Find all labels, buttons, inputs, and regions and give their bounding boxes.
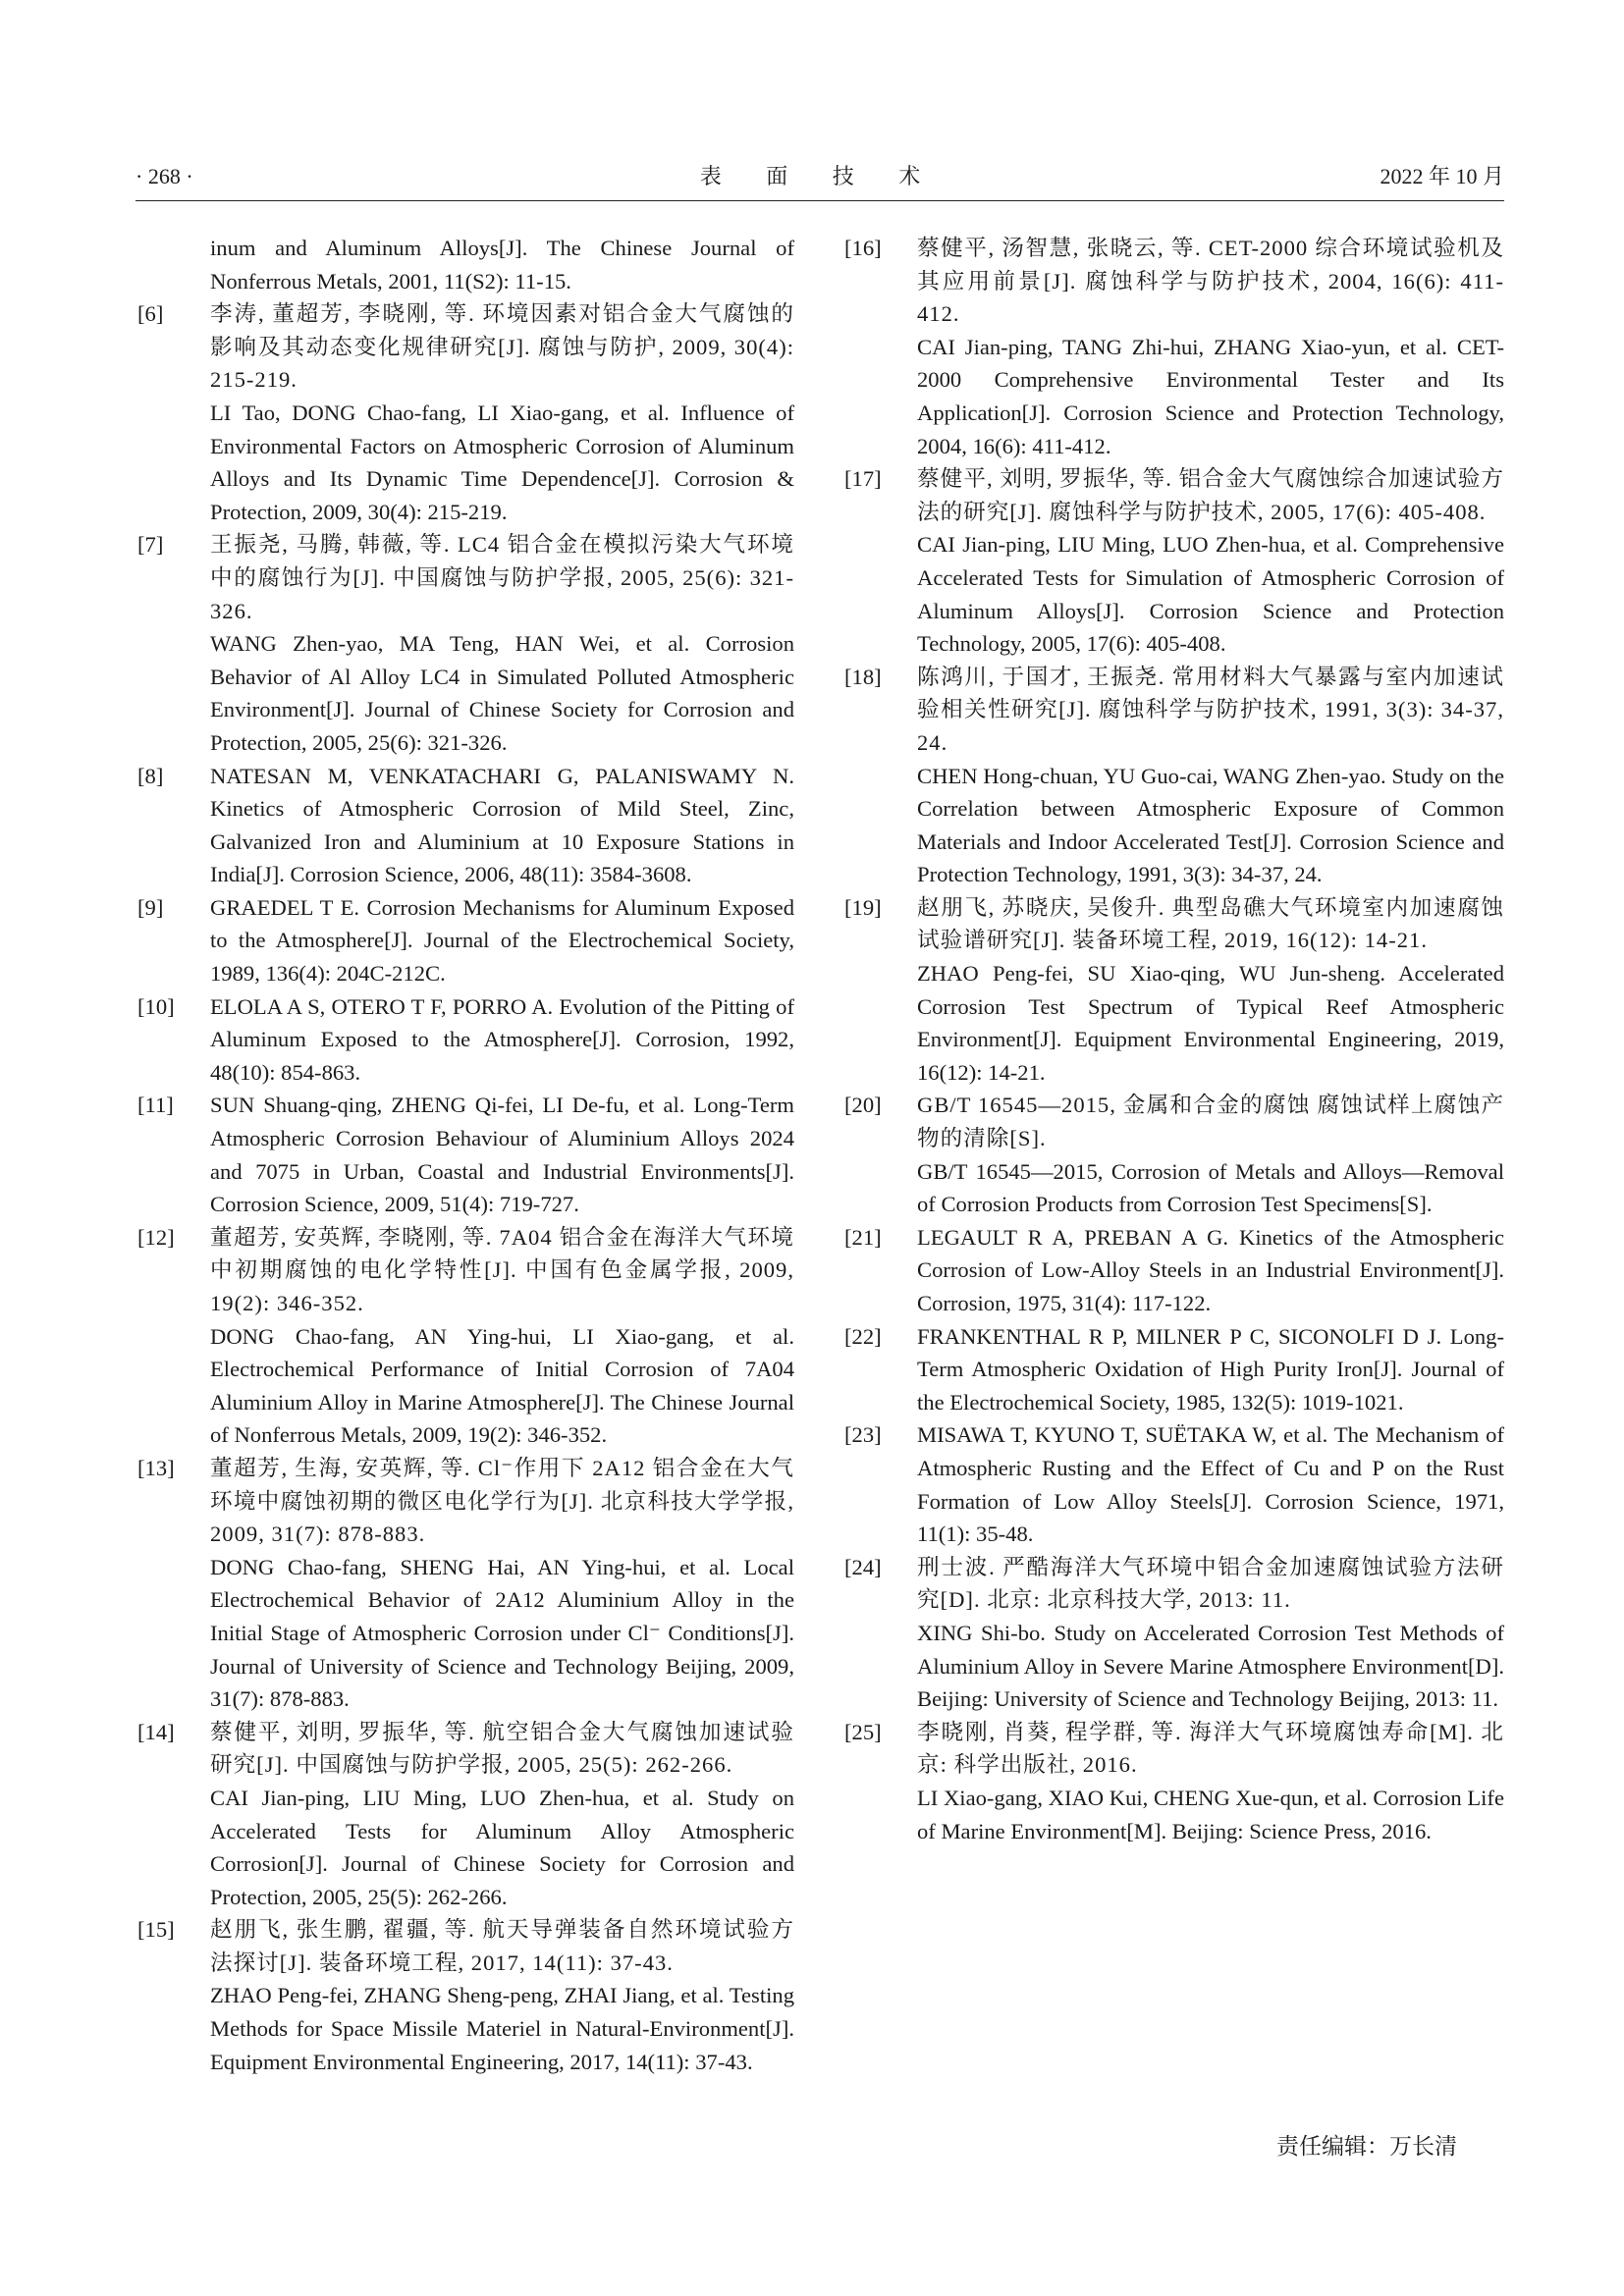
responsible-editor: 责任编辑：万长清 xyxy=(1276,2134,1457,2160)
reference-english: CHEN Hong-chuan, YU Guo-cai, WANG Zhen-yao. Study on the Correlation between Atmospheric Exposure of Common Materials and Indoor Accelerated Test[J]. Corrosion Science and Protection Technology, 1991, 3(3): 34-37, 24. xyxy=(917,763,1504,887)
reference-number: [8] xyxy=(137,763,164,788)
reference-number: [12] xyxy=(137,1224,175,1250)
reference-number: [9] xyxy=(137,894,164,920)
reference-chinese: 蔡健平, 刘明, 罗振华, 等. 铝合金大气腐蚀综合加速试验方法的研究[J]. 腐蚀科学与防护技术, 2005, 17(6): 405-408. xyxy=(917,466,1504,524)
reference-english: ZHAO Peng-fei, SU Xiao-qing, WU Jun-sheng. Accelerated Corrosion Test Spectrum of Typical Reef Atmospheric Environment[J]. Equipment Environmental Engineering, 2019, 16(12): 14-21. xyxy=(917,961,1504,1085)
reference-english: CAI Jian-ping, LIU Ming, LUO Zhen-hua, et al. Study on Accelerated Tests for Aluminum Alloy Atmospheric Corrosion[J]. Journal of Chinese Society for Corrosion and Protection, 2005, 25(5): 262-266. xyxy=(210,1785,794,1909)
reference-17 xyxy=(842,462,1504,661)
reference-number: [16] xyxy=(844,236,882,260)
reference-english: ZHAO Peng-fei, ZHANG Sheng-peng, ZHAI Jiang, et al. Testing Methods for Space Missile Materiel in Natural-Environment[J]. Equipment Environmental Engineering, 2017, 14(11): 37-43. xyxy=(210,1983,794,2074)
reference-number: [17] xyxy=(844,466,882,492)
reference-number: [24] xyxy=(844,1554,882,1579)
reference-14 xyxy=(135,1716,794,1914)
reference-english: GRAEDEL T E. Corrosion Mechanisms for Aluminum Exposed to the Atmosphere[J]. Journal of the Electrochemical Society, 1989, 136(4): 204C-212C. xyxy=(210,894,794,987)
header-rule xyxy=(135,200,1504,201)
reference-7 xyxy=(135,528,794,759)
reference-number: [23] xyxy=(844,1422,882,1448)
reference-23 xyxy=(842,1418,1504,1550)
reference-number: [25] xyxy=(844,1719,882,1744)
reference-number: [6] xyxy=(137,301,164,327)
page-number: · 268 · xyxy=(135,164,193,188)
reference-english: DONG Chao-fang, SHENG Hai, AN Ying-hui, et al. Local Electrochemical Behavior of 2A12 Aluminium Alloy in the Initial Stage of Atmospheric Corrosion under Cl⁻ Conditions[J]. Journal of University of Science and Technology Beijing, 2009, 31(7): 878-883. xyxy=(210,1554,794,1712)
reference-number: [11] xyxy=(137,1093,174,1118)
reference-21 xyxy=(842,1221,1504,1320)
issue-date: 2022 年 10 月 xyxy=(1380,164,1504,188)
reference-chinese: 王振尧, 马腾, 韩薇, 等. LC4 铝合金在模拟污染大气环境中的腐蚀行为[J]. 中国腐蚀与防护学报, 2005, 25(6): 321-326. xyxy=(210,532,794,623)
reference-english: ELOLA A S, OTERO T F, PORRO A. Evolution of the Pitting of Aluminum Exposed to the Atmosphere[J]. Corrosion, 1992, 48(10): 854-863. xyxy=(210,993,794,1085)
reference-english: FRANKENTHAL R P, MILNER P C, SICONOLFI D J. Long-Term Atmospheric Oxidation of High Purity Iron[J]. Journal of the Electrochemical Society, 1985, 132(5): 1019-1021. xyxy=(917,1323,1504,1415)
left-column xyxy=(135,232,794,2078)
reference-english: WANG Zhen-yao, MA Teng, HAN Wei, et al. Corrosion Behavior of Al Alloy LC4 in Simulated Polluted Atmospheric Environment[J]. Journal of Chinese Society for Corrosion and Protection, 2005, 25(6): 321-326. xyxy=(210,631,794,755)
right-column xyxy=(842,232,1504,1847)
reference-number: [19] xyxy=(844,894,882,920)
reference-6 xyxy=(135,297,794,528)
reference-english: MISAWA T, KYUNO T, SUËTAKA W, et al. The Mechanism of Atmospheric Rusting and the Effect of Cu and P on the Rust Formation of Low Alloy Steels[J]. Corrosion Science, 1971, 11(1): 35-48. xyxy=(917,1422,1504,1547)
reference-chinese: 蔡健平, 汤智慧, 张晓云, 等. CET-2000 综合环境试验机及其应用前景[J]. 腐蚀科学与防护技术, 2004, 16(6): 411-412. xyxy=(917,236,1504,327)
reference-english: CAI Jian-ping, TANG Zhi-hui, ZHANG Xiao-yun, et al. CET-2000 Comprehensive Environmental Tester and Its Application[J]. Corrosion Science and Protection Technology, 2004, 16(6): 411-412. xyxy=(917,334,1504,458)
reference-number: [13] xyxy=(137,1455,175,1480)
running-header xyxy=(135,157,1504,196)
reference-english: GB/T 16545—2015, Corrosion of Metals and Alloys—Removal of Corrosion Products from Corrosion Test Specimens[S]. xyxy=(917,1158,1504,1217)
reference-16 xyxy=(842,232,1504,462)
reference-number: [15] xyxy=(137,1917,175,1943)
reference-chinese: GB/T 16545—2015, 金属和合金的腐蚀 腐蚀试样上腐蚀产物的清除[S]. xyxy=(917,1093,1504,1151)
reference-chinese: 陈鸿川, 于国才, 王振尧. 常用材料大气暴露与室内加速试验相关性研究[J]. 腐蚀科学与防护技术, 1991, 3(3): 34-37, 24. xyxy=(917,664,1504,755)
reference-24 xyxy=(842,1551,1504,1716)
reference-25 xyxy=(842,1716,1504,1847)
reference-22 xyxy=(842,1320,1504,1419)
reference-english: NATESAN M, VENKATACHARI G, PALANISWAMY N. Kinetics of Atmospheric Corrosion of Mild Steel, Zinc, Galvanized Iron and Aluminium at 10 Exposure Stations in India[J]. Corrosion Science, 2006, 48(11): 3584-3608. xyxy=(210,763,794,887)
reference-chinese: 刑士波. 严酷海洋大气环境中铝合金加速腐蚀试验方法研究[D]. 北京: 北京科技大学, 2013: 11. xyxy=(917,1554,1504,1613)
reference-10 xyxy=(135,990,794,1090)
reference-chinese: 李涛, 董超芳, 李晓刚, 等. 环境因素对铝合金大气腐蚀的影响及其动态变化规律研究[J]. 腐蚀与防护, 2009, 30(4): 215-219. xyxy=(210,301,794,393)
reference-english: DONG Chao-fang, AN Ying-hui, LI Xiao-gang, et al. Electrochemical Performance of Initial Corrosion of 7A04 Aluminium Alloy in Marine Atmosphere[J]. The Chinese Journal of Nonferrous Metals, 2009, 19(2): 346-352. xyxy=(210,1323,794,1448)
reference-chinese: 蔡健平, 刘明, 罗振华, 等. 航空铝合金大气腐蚀加速试验研究[J]. 中国腐蚀与防护学报, 2005, 25(5): 262-266. xyxy=(210,1719,794,1778)
reference-english: CAI Jian-ping, LIU Ming, LUO Zhen-hua, et al. Comprehensive Accelerated Tests for Simulation of Atmospheric Corrosion of Aluminum Alloys[J]. Corrosion Science and Protection Technology, 2005, 17(6): 405-408. xyxy=(917,532,1504,657)
reference-english: XING Shi-bo. Study on Accelerated Corrosion Test Methods of Aluminium Alloy in Severe Marine Atmosphere Environment[D]. Beijing: University of Science and Technology Beijing, 2013: 11. xyxy=(917,1620,1504,1712)
reference-number: [21] xyxy=(844,1224,882,1250)
reference-chinese: 董超芳, 安英辉, 李晓刚, 等. 7A04 铝合金在海洋大气环境中初期腐蚀的电化学特性[J]. 中国有色金属学报, 2009, 19(2): 346-352. xyxy=(210,1224,794,1315)
reference-chinese: 赵朋飞, 苏晓庆, 吴俊升. 典型岛礁大气环境室内加速腐蚀试验谱研究[J]. 装备环境工程, 2019, 16(12): 14-21. xyxy=(917,894,1504,953)
reference-11 xyxy=(135,1089,794,1220)
reference-18 xyxy=(842,661,1504,891)
reference-english: SUN Shuang-qing, ZHENG Qi-fei, LI De-fu, et al. Long-Term Atmospheric Corrosion Behaviour of Aluminium Alloys 2024 and 7075 in Urban, Coastal and Industrial Environments[J]. Corrosion Science, 2009, 51(4): 719-727. xyxy=(210,1093,794,1217)
reference-19 xyxy=(842,891,1504,1090)
journal-title: 表 面 技 术 xyxy=(699,164,941,188)
reference-number: [7] xyxy=(137,532,164,558)
reference-8 xyxy=(135,760,794,891)
reference-english: LI Tao, DONG Chao-fang, LI Xiao-gang, et al. Influence of Environmental Factors on Atmospheric Corrosion of Aluminum Alloys and Its Dynamic Time Dependence[J]. Corrosion & Protection, 2009, 30(4): 215-219. xyxy=(210,400,794,524)
reference-number: [20] xyxy=(844,1093,882,1118)
reference-text: inum and Aluminum Alloys[J]. The Chinese Journal of Nonferrous Metals, 2001, 11(S2): 11-15. xyxy=(210,236,794,294)
reference-chinese: 赵朋飞, 张生鹏, 翟疆, 等. 航天导弹装备自然环境试验方法探讨[J]. 装备环境工程, 2017, 14(11): 37-43. xyxy=(210,1917,794,1975)
reference-15 xyxy=(135,1913,794,2078)
reference-12 xyxy=(135,1221,794,1452)
reference-number: [18] xyxy=(844,664,882,689)
reference-continuation xyxy=(135,232,794,297)
reference-english: LI Xiao-gang, XIAO Kui, CHENG Xue-qun, et al. Corrosion Life of Marine Environment[M]. Beijing: Science Press, 2016. xyxy=(917,1785,1504,1843)
reference-9 xyxy=(135,891,794,990)
reference-chinese: 李晓刚, 肖葵, 程学群, 等. 海洋大气环境腐蚀寿命[M]. 北京: 科学出版社, 2016. xyxy=(917,1719,1504,1778)
reference-chinese: 董超芳, 生海, 安英辉, 等. Cl⁻作用下 2A12 铝合金在大气环境中腐蚀初期的微区电化学行为[J]. 北京科技大学学报, 2009, 31(7): 878-883. xyxy=(210,1455,794,1547)
reference-number: [10] xyxy=(137,993,175,1019)
reference-number: [14] xyxy=(137,1719,175,1744)
reference-20 xyxy=(842,1089,1504,1220)
reference-number: [22] xyxy=(844,1323,882,1349)
reference-13 xyxy=(135,1452,794,1716)
reference-english: LEGAULT R A, PREBAN A G. Kinetics of the Atmospheric Corrosion of Low-Alloy Steels in an Industrial Environment[J]. Corrosion, 1975, 31(4): 117-122. xyxy=(917,1224,1504,1315)
